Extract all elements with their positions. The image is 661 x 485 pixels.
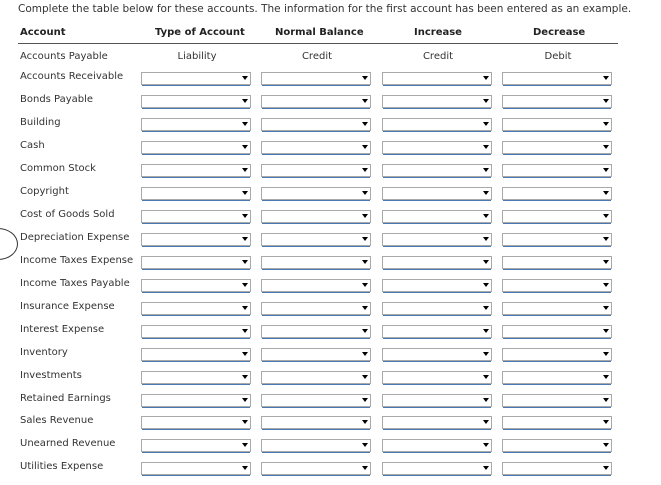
header-account: Account [20,27,66,38]
dropdown-underline [503,85,611,86]
increase-dropdown[interactable] [382,416,492,429]
chevron-down-icon[interactable] [242,398,248,402]
dropdown-underline [142,429,250,430]
dropdown-underline [383,407,491,408]
chevron-down-icon[interactable] [362,76,368,80]
header-divider [18,43,618,44]
dropdown-underline [262,292,370,293]
dropdown-underline [383,338,491,339]
dropdown-underline [262,108,370,109]
chevron-down-icon[interactable] [242,329,248,333]
increase-dropdown[interactable] [382,279,492,292]
dropdown-underline [383,223,491,224]
dropdown-underline [383,154,491,155]
chevron-down-icon[interactable] [242,306,248,310]
dropdown-underline [503,452,611,453]
dropdown-underline [383,452,491,453]
type-of-account-dropdown[interactable] [141,233,251,246]
header-decrease: Decrease [533,27,586,38]
dropdown-underline [383,475,491,476]
type-of-account-dropdown[interactable] [141,72,251,85]
normal-balance-dropdown[interactable] [261,302,371,315]
header-type-of-account: Type of Account [155,27,245,38]
account-name: Bonds Payable [20,94,94,105]
account-name: Income Taxes Expense [20,255,134,266]
dropdown-underline [142,154,250,155]
chevron-down-icon[interactable] [242,375,248,379]
dropdown-underline [503,361,611,362]
dropdown-underline [262,452,370,453]
chevron-down-icon[interactable] [242,99,248,103]
dropdown-underline [142,384,250,385]
chevron-down-icon[interactable] [242,352,248,356]
chevron-down-icon[interactable] [362,375,368,379]
normal-balance-dropdown[interactable] [261,210,371,223]
increase-dropdown[interactable] [382,95,492,108]
chevron-down-icon[interactable] [483,329,489,333]
normal-balance-dropdown[interactable] [261,439,371,452]
decrease-dropdown[interactable] [502,348,612,361]
chevron-down-icon[interactable] [603,420,609,424]
chevron-down-icon[interactable] [362,145,368,149]
increase-dropdown[interactable] [382,394,492,407]
type-of-account-dropdown[interactable] [141,118,251,131]
dropdown-underline [503,131,611,132]
chevron-down-icon[interactable] [362,283,368,287]
dropdown-underline [383,315,491,316]
chevron-down-icon[interactable] [242,237,248,241]
chevron-down-icon[interactable] [603,398,609,402]
increase-dropdown[interactable] [382,141,492,154]
chevron-down-icon[interactable] [362,329,368,333]
decrease-dropdown[interactable] [502,233,612,246]
type-of-account-dropdown[interactable] [141,439,251,452]
chevron-down-icon[interactable] [242,76,248,80]
increase-dropdown[interactable] [382,256,492,269]
dropdown-underline [262,361,370,362]
dropdown-underline [383,200,491,201]
type-of-account-dropdown[interactable] [141,302,251,315]
account-name: Sales Revenue [20,415,94,426]
dropdown-underline [503,246,611,247]
decrease-dropdown[interactable] [502,279,612,292]
dropdown-underline [142,338,250,339]
dropdown-underline [142,315,250,316]
dropdown-underline [383,292,491,293]
increase-dropdown[interactable] [382,371,492,384]
chevron-down-icon[interactable] [483,306,489,310]
increase-dropdown[interactable] [382,462,492,475]
dropdown-underline [503,177,611,178]
type-of-account-dropdown[interactable] [141,279,251,292]
increase-dropdown[interactable] [382,233,492,246]
dropdown-underline [142,200,250,201]
account-name: Accounts Receivable [20,71,124,82]
chevron-down-icon[interactable] [483,145,489,149]
normal-balance-dropdown[interactable] [261,256,371,269]
account-name: Unearned Revenue [20,438,116,449]
increase-dropdown[interactable] [382,118,492,131]
dropdown-underline [503,384,611,385]
chevron-down-icon[interactable] [603,260,609,264]
dropdown-underline [503,429,611,430]
chevron-down-icon[interactable] [483,214,489,218]
normal-balance-dropdown[interactable] [261,462,371,475]
dropdown-underline [503,475,611,476]
chevron-down-icon[interactable] [483,76,489,80]
type-of-account-dropdown[interactable] [141,325,251,338]
dropdown-underline [383,108,491,109]
chevron-down-icon[interactable] [483,260,489,264]
chevron-down-icon[interactable] [483,237,489,241]
chevron-down-icon[interactable] [242,191,248,195]
normal-balance-dropdown[interactable] [261,164,371,177]
chevron-down-icon[interactable] [483,191,489,195]
decrease-dropdown[interactable] [502,416,612,429]
chevron-down-icon[interactable] [362,420,368,424]
dropdown-underline [503,338,611,339]
dropdown-underline [142,177,250,178]
chevron-down-icon[interactable] [483,443,489,447]
type-of-account-dropdown[interactable] [141,371,251,384]
dropdown-underline [383,131,491,132]
dropdown-underline [142,407,250,408]
increase-dropdown[interactable] [382,302,492,315]
example-type: Liability [177,51,217,62]
chevron-down-icon[interactable] [242,168,248,172]
chevron-down-icon[interactable] [483,168,489,172]
dropdown-underline [383,384,491,385]
normal-balance-dropdown[interactable] [261,233,371,246]
decrease-dropdown[interactable] [502,302,612,315]
normal-balance-dropdown[interactable] [261,118,371,131]
dropdown-underline [142,452,250,453]
dropdown-underline [262,200,370,201]
chevron-down-icon[interactable] [362,237,368,241]
increase-dropdown[interactable] [382,348,492,361]
dropdown-underline [383,429,491,430]
account-name: Inventory [20,347,68,358]
dropdown-underline [142,361,250,362]
chevron-down-icon[interactable] [242,145,248,149]
chevron-down-icon[interactable] [603,214,609,218]
chevron-down-icon[interactable] [242,283,248,287]
account-name: Cash [20,140,45,151]
dropdown-underline [503,269,611,270]
example-increase: Credit [422,51,454,62]
dropdown-underline [262,475,370,476]
chevron-down-icon[interactable] [242,466,248,470]
dropdown-underline [262,269,370,270]
decrease-dropdown[interactable] [502,141,612,154]
account-name: Common Stock [20,163,96,174]
type-of-account-dropdown[interactable] [141,164,251,177]
dropdown-underline [262,223,370,224]
dropdown-underline [262,407,370,408]
dropdown-underline [142,269,250,270]
dropdown-underline [383,361,491,362]
decrease-dropdown[interactable] [502,118,612,131]
account-name: Income Taxes Payable [20,278,130,289]
chevron-down-icon[interactable] [362,214,368,218]
decrease-dropdown[interactable] [502,164,612,177]
chevron-down-icon[interactable] [362,466,368,470]
type-of-account-dropdown[interactable] [141,187,251,200]
type-of-account-dropdown[interactable] [141,348,251,361]
type-of-account-dropdown[interactable] [141,394,251,407]
chevron-down-icon[interactable] [603,375,609,379]
account-name: Building [20,117,61,128]
chevron-down-icon[interactable] [242,260,248,264]
chevron-down-icon[interactable] [362,99,368,103]
dropdown-underline [262,85,370,86]
chevron-down-icon[interactable] [362,191,368,195]
chevron-down-icon[interactable] [603,352,609,356]
account-name: Interest Expense [20,324,105,335]
decrease-dropdown[interactable] [502,256,612,269]
chevron-down-icon[interactable] [603,237,609,241]
dropdown-underline [383,177,491,178]
account-name: Insurance Expense [20,301,115,312]
chevron-down-icon[interactable] [483,466,489,470]
chevron-down-icon[interactable] [603,145,609,149]
type-of-account-dropdown[interactable] [141,141,251,154]
dropdown-underline [383,85,491,86]
dropdown-underline [503,154,611,155]
chevron-down-icon[interactable] [362,306,368,310]
increase-dropdown[interactable] [382,439,492,452]
dropdown-underline [262,154,370,155]
dropdown-underline [383,269,491,270]
chevron-down-icon[interactable] [483,352,489,356]
dropdown-underline [142,246,250,247]
chevron-down-icon[interactable] [242,214,248,218]
dropdown-underline [503,315,611,316]
dropdown-underline [142,85,250,86]
account-name: Cost of Goods Sold [20,209,115,220]
dropdown-underline [262,246,370,247]
dropdown-underline [503,292,611,293]
dropdown-underline [142,108,250,109]
chevron-down-icon[interactable] [603,306,609,310]
normal-balance-dropdown[interactable] [261,72,371,85]
chevron-down-icon[interactable] [603,168,609,172]
dropdown-underline [262,177,370,178]
chevron-down-icon[interactable] [483,398,489,402]
chevron-down-icon[interactable] [242,420,248,424]
dropdown-underline [503,200,611,201]
chevron-down-icon[interactable] [603,122,609,126]
decrease-dropdown[interactable] [502,325,612,338]
chevron-down-icon[interactable] [603,76,609,80]
type-of-account-dropdown[interactable] [141,95,251,108]
decrease-dropdown[interactable] [502,187,612,200]
chevron-down-icon[interactable] [483,375,489,379]
dropdown-underline [142,475,250,476]
decrease-dropdown[interactable] [502,95,612,108]
chevron-down-icon[interactable] [362,168,368,172]
chevron-down-icon[interactable] [362,398,368,402]
increase-dropdown[interactable] [382,210,492,223]
chevron-down-icon[interactable] [362,352,368,356]
example-decrease: Debit [544,51,572,62]
account-name: Investments [20,370,82,381]
dropdown-underline [503,407,611,408]
dropdown-underline [262,338,370,339]
chevron-down-icon[interactable] [483,283,489,287]
normal-balance-dropdown[interactable] [261,394,371,407]
chevron-down-icon[interactable] [242,122,248,126]
account-name: Retained Earnings [20,393,111,404]
normal-balance-dropdown[interactable] [261,141,371,154]
chevron-down-icon[interactable] [483,420,489,424]
increase-dropdown[interactable] [382,164,492,177]
account-name: Copyright [20,186,69,197]
dropdown-underline [142,223,250,224]
account-name: Depreciation Expense [20,232,130,243]
chevron-down-icon[interactable] [362,122,368,126]
type-of-account-dropdown[interactable] [141,462,251,475]
account-name: Utilities Expense [20,461,104,472]
normal-balance-dropdown[interactable] [261,348,371,361]
chevron-down-icon[interactable] [362,260,368,264]
chevron-down-icon[interactable] [603,191,609,195]
dropdown-underline [142,131,250,132]
cursor-indicator [0,228,18,260]
increase-dropdown[interactable] [382,187,492,200]
dropdown-underline [262,315,370,316]
header-increase: Increase [414,27,462,38]
chevron-down-icon[interactable] [603,443,609,447]
dropdown-underline [503,223,611,224]
decrease-dropdown[interactable] [502,371,612,384]
dropdown-underline [262,131,370,132]
decrease-dropdown[interactable] [502,210,612,223]
dropdown-underline [142,292,250,293]
dropdown-underline [503,108,611,109]
normal-balance-dropdown[interactable] [261,371,371,384]
header-normal-balance: Normal Balance [275,27,364,38]
type-of-account-dropdown[interactable] [141,210,251,223]
chevron-down-icon[interactable] [362,443,368,447]
chevron-down-icon[interactable] [483,99,489,103]
instructions-text: Complete the table below for these accounts. The information for the first account has been entered as an example. [18,3,632,15]
chevron-down-icon[interactable] [603,466,609,470]
decrease-dropdown[interactable] [502,462,612,475]
chevron-down-icon[interactable] [603,329,609,333]
chevron-down-icon[interactable] [603,99,609,103]
dropdown-underline [262,429,370,430]
type-of-account-dropdown[interactable] [141,256,251,269]
decrease-dropdown[interactable] [502,72,612,85]
normal-balance-dropdown[interactable] [261,95,371,108]
increase-dropdown[interactable] [382,325,492,338]
decrease-dropdown[interactable] [502,394,612,407]
increase-dropdown[interactable] [382,72,492,85]
chevron-down-icon[interactable] [603,283,609,287]
chevron-down-icon[interactable] [483,122,489,126]
dropdown-underline [262,384,370,385]
normal-balance-dropdown[interactable] [261,416,371,429]
dropdown-underline [383,246,491,247]
normal-balance-dropdown[interactable] [261,325,371,338]
chevron-down-icon[interactable] [242,443,248,447]
normal-balance-dropdown[interactable] [261,187,371,200]
example-normal-balance: Credit [301,51,333,62]
example-account-name: Accounts Payable [20,51,108,62]
type-of-account-dropdown[interactable] [141,416,251,429]
decrease-dropdown[interactable] [502,439,612,452]
normal-balance-dropdown[interactable] [261,279,371,292]
